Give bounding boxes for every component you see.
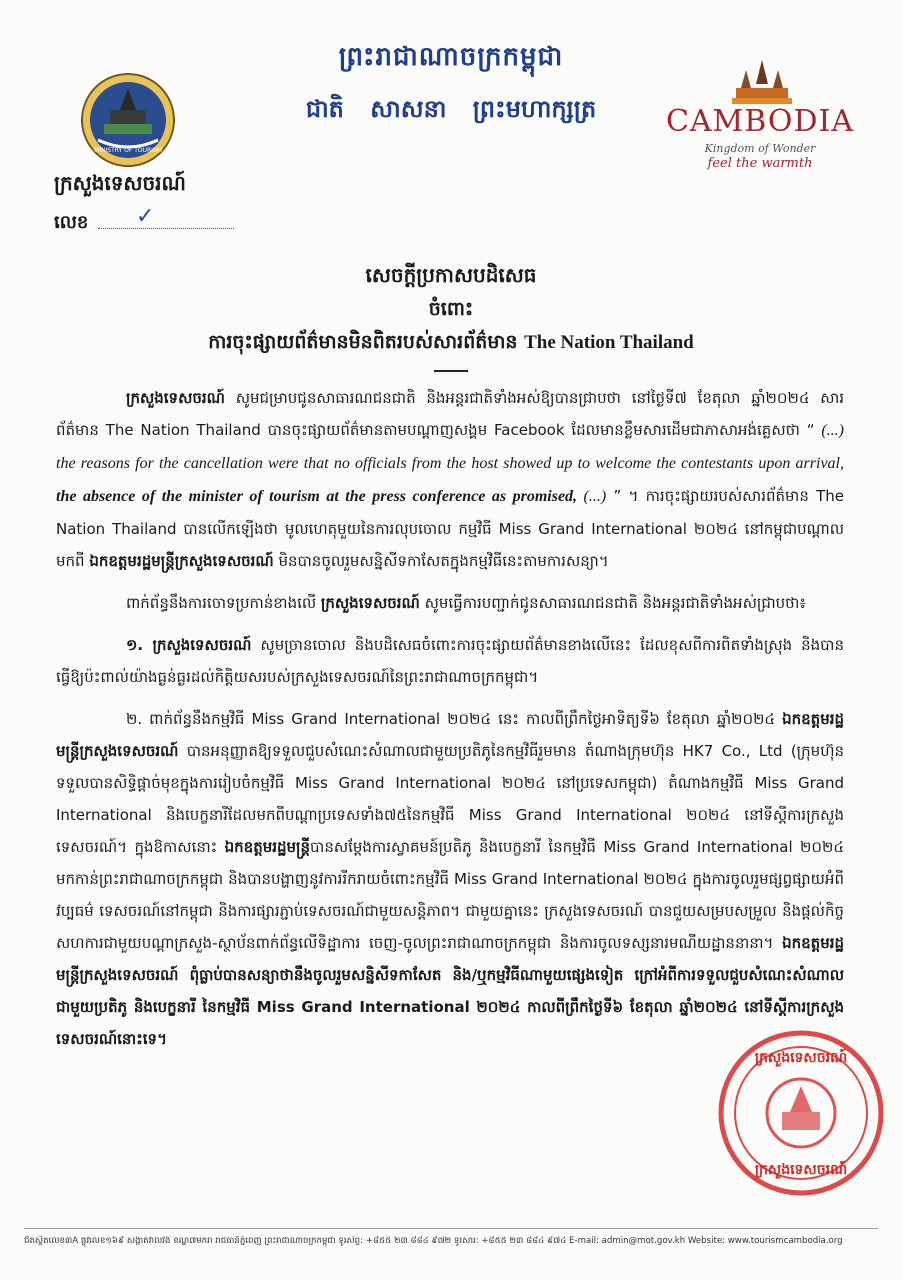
brand-subtitle: Kingdom of Wonder [704, 142, 816, 155]
bold-statement: ឯកឧត្តមរដ្ឋមន្ត្រីក្រសួងទេសចរណ៍ ពុំធ្លាប់បានសន្យាថានឹងចូលរួមសន្និសីទកាសែត និង/ឬកម្មវិធីណាមួយផ្សេងទៀត ក្រៅអំពីការទទួលជួបសំណេះសំណាល ជាមួយប្រតិភូ និងបេក្ខនារី នៃកម្មវិធី Miss Grand International ២០២៤ កាលពីព្រឹកថ្ងៃទី៦ ខែតុលា ឆ្នាំ២០២៤ នៅទីស្ដីការក្រសួងទេសចរណ៍នោះទេ។ [56, 934, 844, 1048]
text-span: ពាក់ព័ន្ធនឹងការចោទប្រកាន់ខាងលើ [126, 594, 321, 612]
subject-khmer: ការចុះផ្សាយព័ត៌មានមិនពិតរបស់សារព័ត៌មាន [208, 331, 518, 353]
text-span: ២. ពាក់ព័ន្ធនឹងកម្មវិធី Miss Grand International ២០២៤ នេះ កាលពីព្រឹកថ្ងៃអាទិត្យទី៦ ខែតុលា ឆ្នាំ២០២៤ [126, 710, 783, 728]
stamp-top-text: ក្រសួងទេសចរណ៍ [754, 1050, 848, 1066]
official-seal-stamp [716, 1028, 886, 1198]
footer-address: ជិតស្ថិតលេខ៣A ផ្លូវលេខ១៦៩ សង្កាត់វាលវង់ ខណ្ឌ៧មករា រាជធានីភ្នំពេញ ព្រះរាជាណាចក្រកម្ពុជា ទូរស័ព្ទ: +៨៥៥ ២៣ ៨៨៤ ៩៧២ ទូរសារ: +៨៥៥ ២៣ ៨៨៤ ៩៧៤ E-mail: admin@mot.gov.kh Website: www.tourismcambodia.org [24, 1236, 843, 1246]
quote-span: (...) the reasons for the cancellation were that no officials from the host showed up to welcome the contestants upon arrival, [56, 422, 844, 472]
ministry-name: ក្រសួងទេសចរណ៍ [54, 171, 186, 195]
paragraph-4 [56, 703, 844, 1055]
text-span: បានសម្ដែងការស្វាគមន៍ប្រតិភូ និងបេក្ខនារី នៃកម្មវិធី Miss Grand International ២០២៤ មកកាន់ព្រះរាជាណាចក្រកម្ពុជា និងបានបង្ហាញនូវការរីករាយចំពោះកម្មវិធី Miss Grand International ២០២៤ ក្នុងការចូលរួមផ្សព្វផ្សាយអំពីវប្បធម៌ ទេសចរណ៍នៅកម្ពុជា និងការផ្សារភ្ជាប់ទេសចរណ៍ជាមួយសន្តិភាព។ ជាមួយគ្នានេះ ក្រសួងទេសចរណ៍ បានជួយសម្របសម្រួល និងផ្ដល់កិច្ចសហការជាមួយបណ្ដាក្រសួង-ស្ថាប័នពាក់ព័ន្ធលើទិដ្ឋាការ ចេញ-ចូលព្រះរាជាណាចក្រកម្ពុជា និងការចូលទស្សនារមណីយដ្ឋាននានា។ [56, 838, 844, 952]
check-mark-icon: ✓ [136, 204, 155, 229]
ministry-logo-text: MINISTRY OF TOURISM [94, 147, 162, 154]
brand-name: CAMBODIA [665, 104, 855, 139]
subject-english: The Nation Thailand [524, 332, 694, 353]
cambodia-brand-logo [660, 58, 860, 178]
text-span: បានអនុញ្ញាតឱ្យទទួលជួបសំណេះសំណាលជាមួយប្រតិភូនៃកម្មវិធីរួមមាន តំណាងក្រុមហ៊ុន HK7 Co., Ltd (ក្រុមហ៊ុនទទួលបានសិទ្ធិផ្ដាច់មុខក្នុងការរៀបចំកម្មវិធី Miss Grand International ២០២៤ នៅប្រទេសកម្ពុជា) តំណាងកម្មវិធី Miss Grand International និងបេក្ខនារីដែលមកពីបណ្ដាប្រទេសទាំង៧៥នៃកម្មវិធី Miss Grand International ២០២៤ នៅទីស្ដីការក្រសួងទេសចរណ៍។ ក្នុងឱកាសនោះ [56, 742, 844, 856]
document-title-regarding: ចំពោះ [428, 298, 474, 320]
minister-title: ឯកឧត្តមរដ្ឋមន្ត្រីក្រសួងទេសចរណ៍ [56, 710, 844, 760]
item-number: ១. [126, 636, 153, 654]
quote-span: (...) [577, 488, 607, 505]
text-span: មិនបានចូលរួមសន្និសីទកាសែតក្នុងកម្មវិធីនេះតាមការសន្យា។ [273, 552, 609, 570]
paragraph-2 [56, 587, 844, 619]
minister-title: ឯកឧត្តមរដ្ឋមន្ត្រីក្រសួងទេសចរណ៍ [89, 552, 274, 570]
kingdom-heading: ព្រះរាជាណាចក្រកម្ពុជា [338, 42, 564, 72]
brand-tagline: feel the warmth [707, 156, 813, 171]
national-motto: ជាតិ សាសនា ព្រះមហាក្សត្រ [305, 94, 597, 123]
stamp-bottom-text: ក្រសួងទេសចរណ៍ [754, 1162, 848, 1178]
text-span: ” ។ ការចុះផ្សាយរបស់សារព័ត៌មាន The Nation Thailand បានលើកឡើងថា មូលហេតុមួយនៃការលុបចោល កម្មវិធី Miss Grand International ២០២៤ នៅកម្ពុជាបណ្ដាលមកពី [56, 487, 844, 570]
minister-title: ឯកឧត្តមរដ្ឋមន្ត្រី [224, 838, 311, 856]
text-span: សូមច្រានចោល និងបដិសេធចំពោះការចុះផ្សាយព័ត៌មានខាងលើនេះ ដែលខុសពីការពិតទាំងស្រុង និងបានធ្វើឱ្យប៉ះពាល់យ៉ាងធ្ងន់ធ្ងរដល់កិត្តិយសរបស់ក្រសួងទេសចរណ៍នៃព្រះរាជាណាចក្រកម្ពុជា។ [56, 636, 844, 686]
document-title: សេចក្ដីប្រកាសបដិសេធ [365, 263, 537, 287]
text-span: សូមជម្រាបជូនសាធារណជនជាតិ និងអន្តរជាតិទាំងអស់ឱ្យបានជ្រាបថា នៅថ្ងៃទី៧ ខែតុលា ឆ្នាំ២០២៤ សារព័ត៌មាន The Nation Thailand បានចុះផ្សាយព័ត៌មានតាមបណ្ដាញសង្គម Facebook ដែលមានខ្លឹមសារដើមជាភាសាអង់គ្លេសថា “ [56, 389, 844, 439]
document-body [56, 382, 844, 1065]
org-name: ក្រសួងទេសចរណ៍ [126, 389, 225, 407]
title-divider [434, 370, 468, 372]
reference-dots [98, 228, 234, 229]
text-span: សូមធ្វើការបញ្ជាក់ជូនសាធារណជនជាតិ និងអន្តរជាតិទាំងអស់ជ្រាបថា៖ [419, 594, 807, 612]
paragraph-1 [56, 382, 844, 577]
footer-divider [24, 1228, 878, 1229]
document-subject [0, 330, 902, 358]
org-name: ក្រសួងទេសចរណ៍ [320, 594, 420, 612]
reference-number [54, 204, 234, 234]
paragraph-3 [56, 629, 844, 693]
angkor-temple-icon [732, 58, 792, 106]
ministry-logo-icon [76, 70, 180, 170]
quote-bold-span: the absence of the minister of tourism at the press conference as promised, [56, 488, 578, 505]
org-name: ក្រសួងទេសចរណ៍ [152, 636, 252, 654]
reference-label: លេខ [54, 212, 89, 233]
